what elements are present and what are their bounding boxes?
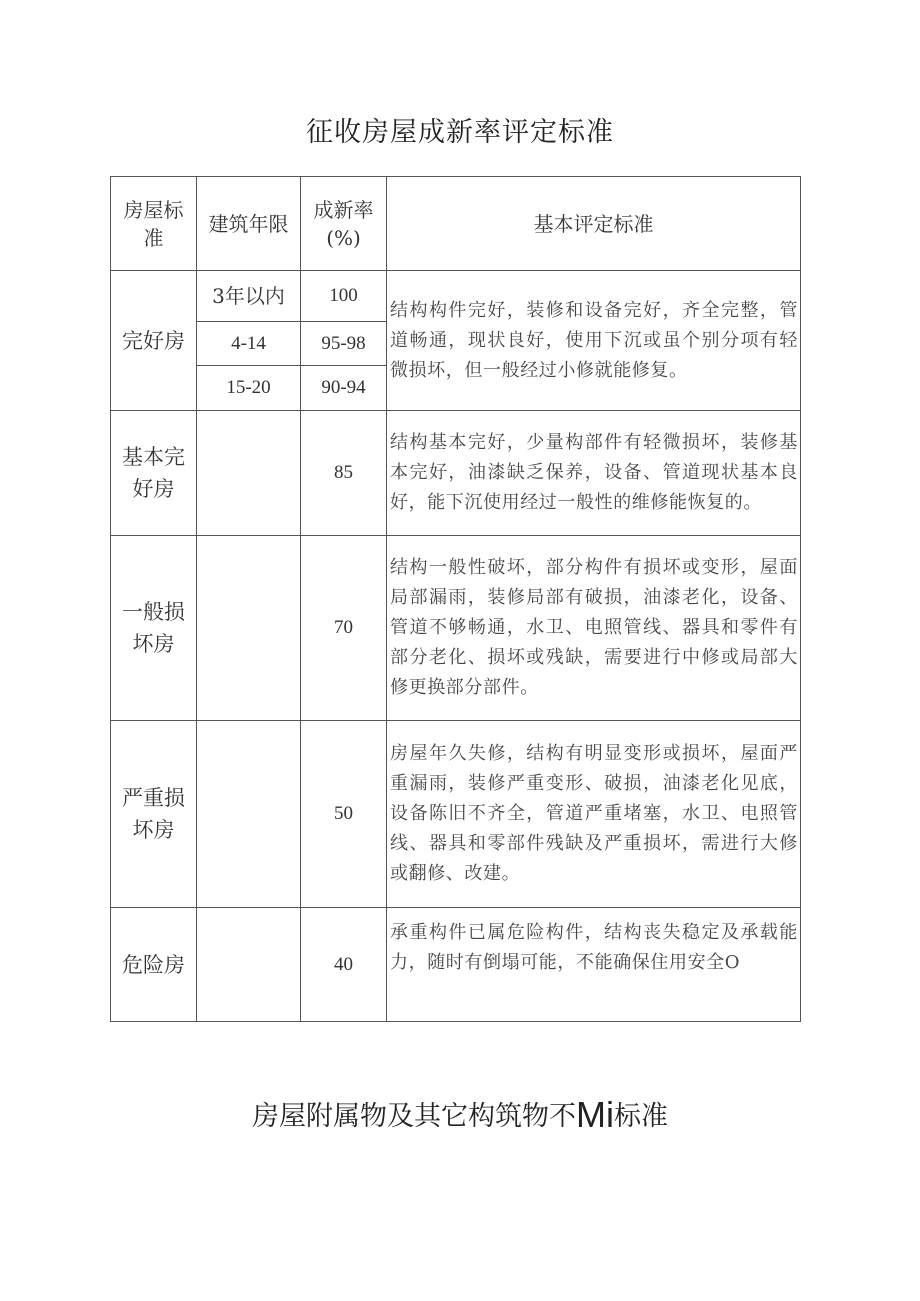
table-row bbox=[111, 536, 801, 721]
rate-cell: 70 bbox=[301, 536, 387, 721]
subtitle-text-big: Mi bbox=[576, 1094, 614, 1135]
years-cell bbox=[197, 411, 301, 536]
years-cell: 3年以内 bbox=[197, 271, 301, 322]
header-category: 房屋标准 bbox=[111, 177, 197, 271]
standard-cell: 结构基本完好，少量构部件有轻微损坏，装修基本完好，油漆缺乏保养，设备、管道现状基本良好，能下沉使用经过一般性的维修能恢复的。 bbox=[387, 411, 801, 536]
header-years: 建筑年限 bbox=[197, 177, 301, 271]
rating-standard-table bbox=[110, 176, 801, 1022]
rate-cell: 95-98 bbox=[301, 322, 387, 366]
standard-cell: 承重构件已属危险构件，结构丧失稳定及承载能力，随时有倒塌可能，不能确保住用安全O bbox=[387, 908, 801, 1022]
header-standard: 基本评定标准 bbox=[387, 177, 801, 271]
category-cell: 严重损坏房 bbox=[111, 721, 197, 908]
header-rate: 成新率(%) bbox=[301, 177, 387, 271]
section-subtitle bbox=[0, 1094, 920, 1136]
years-cell bbox=[197, 721, 301, 908]
table-header-row bbox=[111, 177, 801, 271]
years-cell bbox=[197, 536, 301, 721]
category-cell: 基本完好房 bbox=[111, 411, 197, 536]
standard-cell: 结构构件完好，装修和设备完好，齐全完整，管道畅通，现状良好，使用下沉或虽个别分项有轻微损坏，但一般经过小修就能修复。 bbox=[387, 271, 801, 411]
rate-cell: 50 bbox=[301, 721, 387, 908]
subtitle-text-end: 标准 bbox=[614, 1101, 668, 1132]
table-row bbox=[111, 411, 801, 536]
rate-cell: 100 bbox=[301, 271, 387, 322]
standard-cell: 房屋年久失修，结构有明显变形或损坏，屋面严重漏雨，装修严重变形、破损，油漆老化见底，设备陈旧不齐全，管道严重堵塞，水卫、电照管线、器具和零部件残缺及严重损坏，需进行大修或翻修、改建。 bbox=[387, 721, 801, 908]
years-cell: 4-14 bbox=[197, 322, 301, 366]
table-row bbox=[111, 908, 801, 1022]
rate-cell: 85 bbox=[301, 411, 387, 536]
category-cell: 完好房 bbox=[111, 271, 197, 411]
years-cell bbox=[197, 908, 301, 1022]
rate-cell: 40 bbox=[301, 908, 387, 1022]
category-cell: 一般损坏房 bbox=[111, 536, 197, 721]
years-cell: 15-20 bbox=[197, 366, 301, 411]
table-row bbox=[111, 271, 801, 322]
category-cell: 危险房 bbox=[111, 908, 197, 1022]
subtitle-text-start: 房屋附属物及其它构筑物不 bbox=[252, 1101, 576, 1132]
rate-cell: 90-94 bbox=[301, 366, 387, 411]
table-row bbox=[111, 721, 801, 908]
standard-cell: 结构一般性破坏，部分构件有损坏或变形，屋面局部漏雨，装修局部有破损，油漆老化，设备、管道不够畅通，水卫、电照管线、器具和零件有部分老化、损坏或残缺，需要进行中修或局部大修更换部分部件。 bbox=[387, 536, 801, 721]
page-title: 征收房屋成新率评定标准 bbox=[306, 117, 614, 148]
